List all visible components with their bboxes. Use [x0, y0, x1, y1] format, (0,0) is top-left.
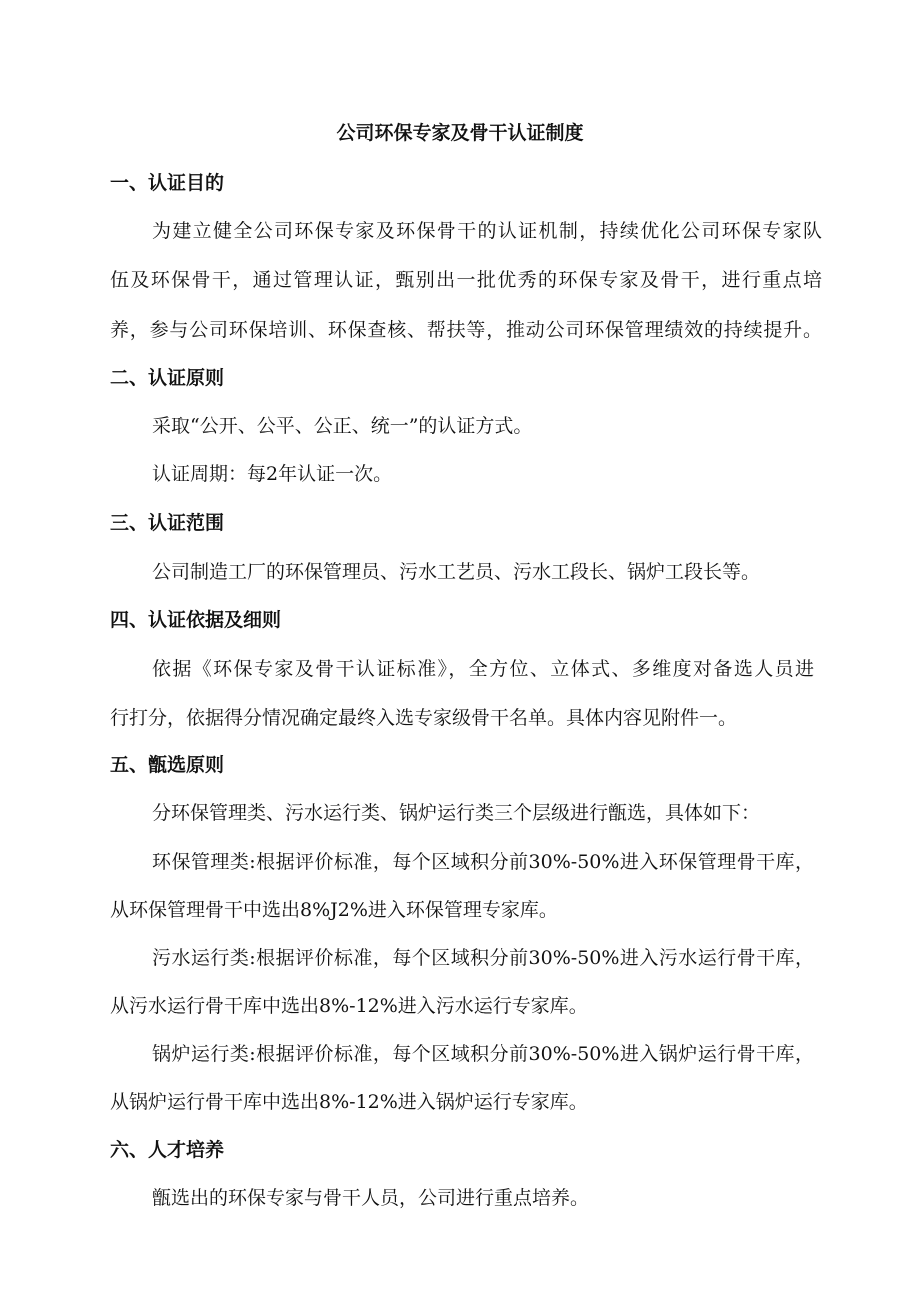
paragraph-line: 养，参与公司环保培训、环保查核、帮扶等，推动公司环保管理绩效的持续提升。 — [110, 319, 822, 341]
section-heading-purpose: 一、认证目的 — [110, 172, 225, 194]
document-title: 公司环保专家及骨干认证制度 — [336, 122, 584, 144]
paragraph-line: 污水运行类:根据评价标准，每个区域积分前30%-50%进入污水运行骨干库， — [152, 947, 814, 969]
paragraph-line: 分环保管理类、污水运行类、锅炉运行类三个层级进行甑选，具体如下： — [152, 802, 761, 824]
paragraph-line: 锅炉运行类:根据评价标准，每个区域积分前30%-50%进入锅炉运行骨干库， — [152, 1043, 814, 1065]
section-heading-training: 六、人才培养 — [110, 1139, 225, 1161]
paragraph-line: 伍及环保骨干，通过管理认证，甄别出一批优秀的环保专家及骨干，进行重点培 — [110, 269, 822, 291]
paragraph-line: 从环保管理骨干中选出8%J2%进入环保管理专家库。 — [110, 899, 558, 921]
paragraph-line: 认证周期：每2年认证一次。 — [152, 463, 393, 485]
paragraph-line: 环保管理类:根据评价标准，每个区域积分前30%-50%进入环保管理骨干库， — [152, 851, 814, 873]
paragraph-line: 从锅炉运行骨干库中选出8%-12%进入锅炉运行专家库。 — [110, 1091, 588, 1113]
paragraph-line: 为建立健全公司环保专家及环保骨干的认证机制，持续优化公司环保专家队 — [152, 220, 822, 242]
paragraph-line: 行打分，依据得分情况确定最终入选专家级骨干名单。具体内容见附件一。 — [110, 707, 738, 729]
section-heading-scope: 三、认证范围 — [110, 512, 225, 534]
section-heading-principle: 二、认证原则 — [110, 367, 225, 389]
section-heading-basis: 四、认证依据及细则 — [110, 609, 282, 631]
paragraph-line: 依据《环保专家及骨干认证标准》，全方位、立体式、多维度对备选人员进 — [152, 658, 814, 680]
paragraph-line: 甑选出的环保专家与骨干人员，公司进行重点培养。 — [152, 1187, 590, 1209]
paragraph-line: 从污水运行骨干库中选出8%-12%进入污水运行专家库。 — [110, 995, 588, 1017]
section-heading-selection: 五、甑选原则 — [110, 754, 225, 776]
paragraph-line: 公司制造工厂的环保管理员、污水工艺员、污水工段长、锅炉工段长等。 — [152, 561, 761, 583]
paragraph-line: 采取“公开、公平、公正、统一”的认证方式。 — [152, 415, 533, 437]
